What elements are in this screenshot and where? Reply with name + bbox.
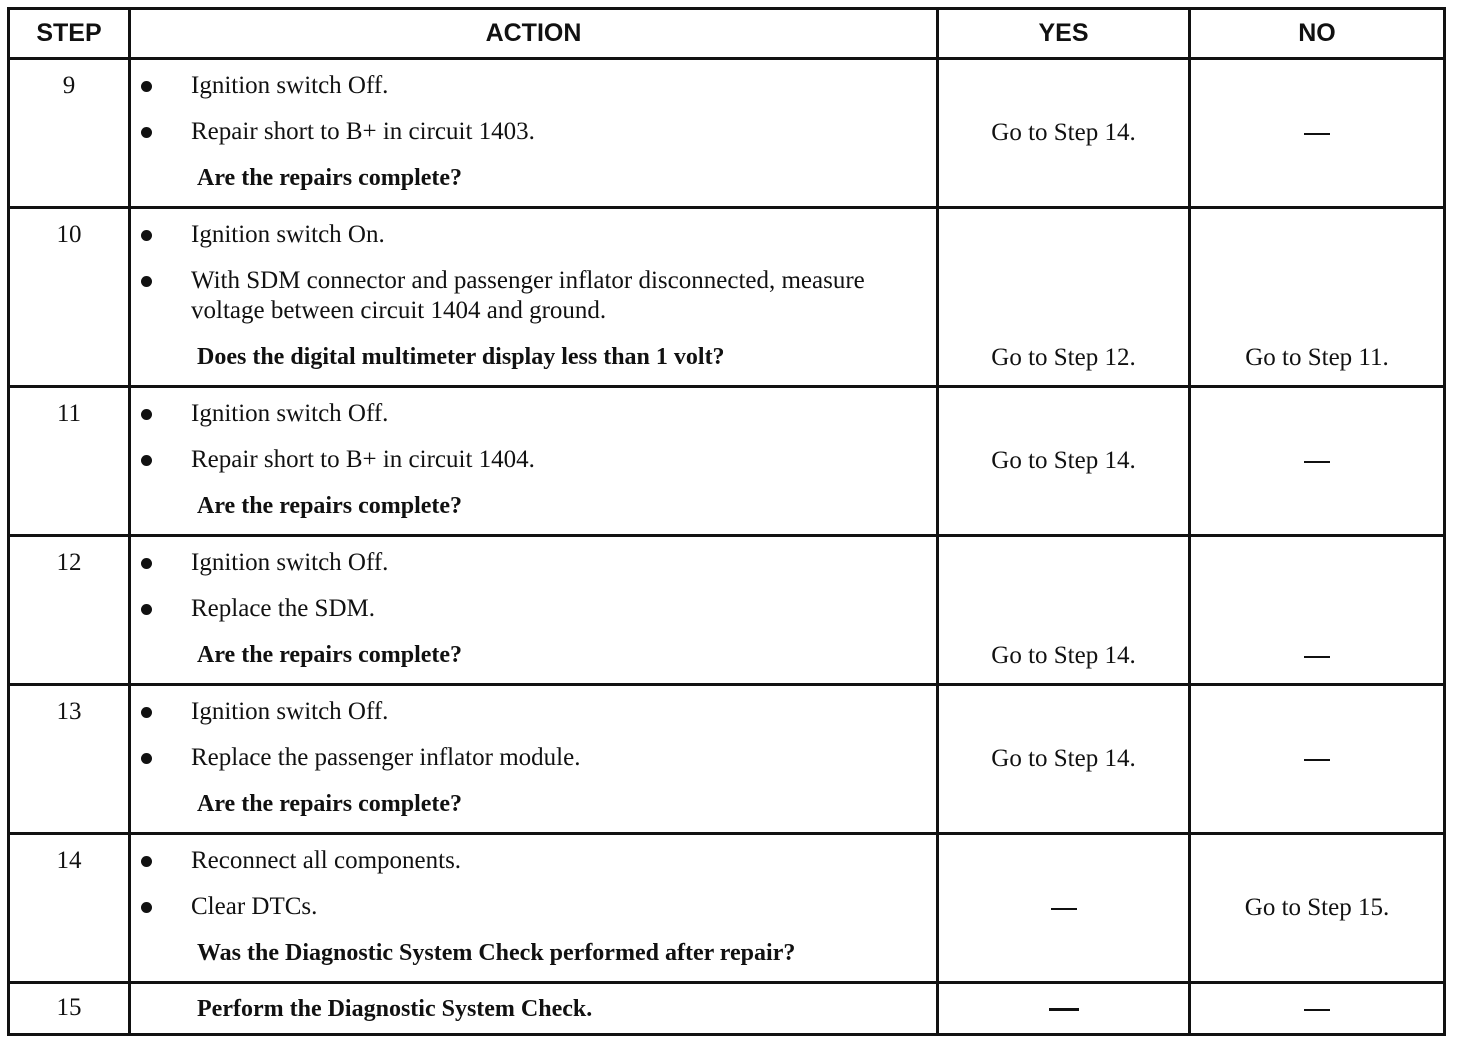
action-bullet: Ignition switch Off.: [131, 71, 936, 101]
action-cell: [130, 387, 938, 536]
action-bullet: Repair short to B+ in circuit 1404.: [131, 445, 936, 475]
bullet-icon: [141, 276, 152, 287]
header-step: STEP: [9, 9, 130, 59]
yes-result: [938, 834, 1190, 983]
action-question: Perform the Diagnostic System Check.: [197, 996, 593, 1022]
dash-mark: [1049, 1008, 1079, 1011]
dash-mark: [1304, 133, 1330, 135]
step-number: 9: [9, 59, 130, 208]
dash-mark: [1304, 656, 1330, 658]
action-cell: [130, 834, 938, 983]
yes-result: Go to Step 14.: [938, 59, 1190, 208]
action-bullet: Ignition switch Off.: [131, 697, 936, 727]
header-yes: YES: [938, 9, 1190, 59]
table-row: [9, 536, 1445, 685]
table-row: [9, 685, 1445, 834]
action-bullet: Ignition switch Off.: [131, 399, 936, 429]
action-question: Are the repairs complete?: [197, 165, 463, 191]
bullet-icon: [141, 558, 152, 569]
action-cell: [130, 208, 938, 387]
dash-mark: [1304, 759, 1330, 761]
yes-result: Go to Step 14.: [938, 387, 1190, 536]
no-result: [1190, 983, 1445, 1035]
yes-result: Go to Step 12.: [938, 208, 1190, 387]
action-bullet: Clear DTCs.: [131, 892, 936, 922]
step-number: 10: [9, 208, 130, 387]
bullet-icon: [141, 409, 152, 420]
table-row: [9, 834, 1445, 983]
action-question: Are the repairs complete?: [197, 493, 463, 519]
no-result: [1190, 685, 1445, 834]
header-action: ACTION: [130, 9, 938, 59]
action-bullet: Replace the SDM.: [131, 594, 936, 624]
dash-mark: [1304, 1009, 1330, 1011]
bullet-icon: [141, 81, 152, 92]
table-row: [9, 387, 1445, 536]
yes-result: Go to Step 14.: [938, 685, 1190, 834]
table-row: [9, 208, 1445, 387]
bullet-icon: [141, 902, 152, 913]
no-result: [1190, 387, 1445, 536]
no-result: Go to Step 15.: [1190, 834, 1445, 983]
step-number: 15: [9, 983, 130, 1035]
yes-result: Go to Step 14.: [938, 536, 1190, 685]
bullet-icon: [141, 856, 152, 867]
no-result: [1190, 59, 1445, 208]
bullet-icon: [141, 127, 152, 138]
header-row: [9, 9, 1445, 59]
action-question: Was the Diagnostic System Check performed after repair?: [197, 940, 796, 966]
diagnostic-table: [7, 7, 1446, 1036]
no-result: [1190, 536, 1445, 685]
action-question: Are the repairs complete?: [197, 642, 463, 668]
action-bullet: With SDM connector and passenger inflator disconnected, measure voltage between circuit 1404 and ground.: [131, 266, 936, 326]
action-bullet: Reconnect all components.: [131, 846, 936, 876]
action-cell: [130, 983, 938, 1035]
table-row: [9, 59, 1445, 208]
action-cell: [130, 536, 938, 685]
step-number: 13: [9, 685, 130, 834]
action-cell: [130, 59, 938, 208]
bullet-icon: [141, 604, 152, 615]
step-number: 14: [9, 834, 130, 983]
step-number: 11: [9, 387, 130, 536]
yes-result: [938, 983, 1190, 1035]
dash-mark: [1051, 908, 1077, 910]
bullet-icon: [141, 455, 152, 466]
bullet-icon: [141, 707, 152, 718]
action-cell: [130, 685, 938, 834]
header-no: NO: [1190, 9, 1445, 59]
action-bullet: Repair short to B+ in circuit 1403.: [131, 117, 936, 147]
action-bullet: Replace the passenger inflator module.: [131, 743, 936, 773]
dash-mark: [1304, 461, 1330, 463]
no-result: Go to Step 11.: [1190, 208, 1445, 387]
action-bullet: Ignition switch On.: [131, 220, 936, 250]
action-question: Are the repairs complete?: [197, 791, 463, 817]
step-number: 12: [9, 536, 130, 685]
bullet-icon: [141, 230, 152, 241]
table-row: [9, 983, 1445, 1035]
action-bullet: Ignition switch Off.: [131, 548, 936, 578]
bullet-icon: [141, 753, 152, 764]
action-question: Does the digital multimeter display less than 1 volt?: [197, 344, 725, 370]
